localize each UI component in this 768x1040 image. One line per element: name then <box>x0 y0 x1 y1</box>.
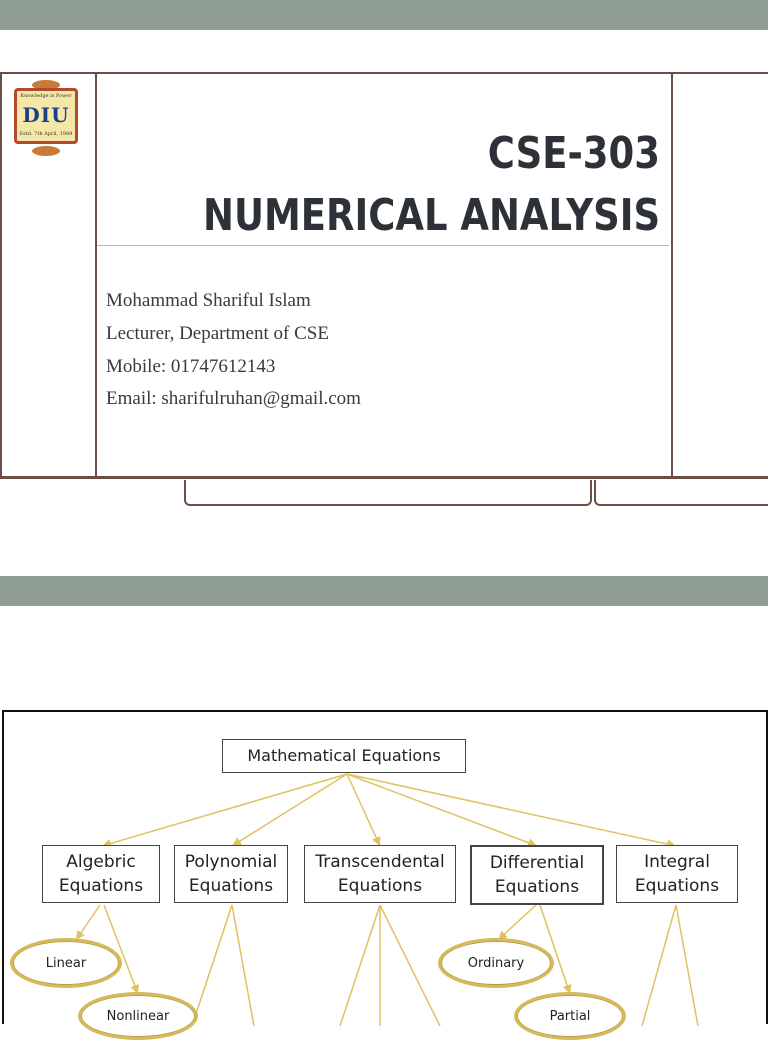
node-root <box>222 739 466 773</box>
edge-root-integral <box>347 774 676 846</box>
frame-divider-left <box>95 72 97 478</box>
node-linear-label: Linear <box>45 955 87 971</box>
edge-integral-a <box>642 905 676 1026</box>
edge-transcendental-a <box>340 905 380 1026</box>
node-polynomial-equations <box>174 845 288 903</box>
course-name: NUMERICAL ANALYSIS <box>202 190 660 241</box>
node-label-line1: Differential <box>489 853 585 873</box>
node-label-line2: Equations <box>188 876 274 896</box>
node-label-line1: Integral <box>644 852 710 872</box>
node-nonlinear-label: Nonlinear <box>106 1008 170 1024</box>
header-band <box>0 0 768 30</box>
node-ordinary-label: Ordinary <box>467 955 525 971</box>
logo-mark: DIU <box>22 103 70 127</box>
node-integral-equations <box>616 845 738 903</box>
edge-root-polynomial <box>232 774 347 846</box>
frame-left <box>0 72 2 478</box>
edge-differential-ordinary <box>498 905 536 940</box>
instructor-name: Mohammad Shariful Islam <box>106 290 311 311</box>
course-code: CSE-303 <box>487 128 660 179</box>
frame-top <box>0 72 768 74</box>
logo-flourish-bottom <box>32 146 60 156</box>
node-label-line2: Equations <box>494 877 580 897</box>
frame-divider-right <box>671 72 673 478</box>
title-divider <box>97 245 669 246</box>
footer-tab-left <box>184 480 592 506</box>
university-logo <box>10 78 82 156</box>
node-algebric-equations <box>42 845 160 903</box>
edge-root-algebric <box>102 774 347 846</box>
instructor-position: Lecturer, Department of CSE <box>106 323 329 344</box>
equation-types-diagram <box>2 710 768 1024</box>
section-band <box>0 576 768 606</box>
node-ordinary <box>438 938 554 988</box>
node-label-line1: Polynomial <box>184 852 278 872</box>
node-differential-equations <box>470 845 604 905</box>
node-label-line1: Transcendental <box>315 852 445 872</box>
node-transcendental-equations <box>304 845 456 903</box>
frame-bottom <box>0 476 768 479</box>
instructor-mobile: Mobile: 01747612143 <box>106 356 276 377</box>
logo-tagline: Knowledge is Power <box>20 93 72 99</box>
node-label-line2: Equations <box>337 876 423 896</box>
node-partial-label: Partial <box>549 1008 591 1024</box>
edge-transcendental-c <box>380 905 440 1026</box>
title-slide <box>0 30 768 576</box>
edge-polynomial-a <box>192 905 232 1026</box>
logo-established: Estd. 7th April, 1989 <box>19 131 73 137</box>
node-label-line2: Equations <box>58 876 144 896</box>
edge-integral-b <box>676 905 698 1026</box>
logo-badge <box>14 88 78 144</box>
footer-tab-right <box>594 480 768 506</box>
edge-algebric-linear <box>76 905 100 940</box>
instructor-email: Email: sharifulruhan@gmail.com <box>106 388 361 409</box>
node-root-label: Mathematical Equations <box>247 746 441 765</box>
node-nonlinear <box>78 992 198 1040</box>
edge-polynomial-b <box>232 905 254 1026</box>
node-label-line2: Equations <box>634 876 720 896</box>
node-linear <box>10 938 122 988</box>
node-label-line1: Algebric <box>66 852 136 872</box>
node-partial <box>514 992 626 1040</box>
